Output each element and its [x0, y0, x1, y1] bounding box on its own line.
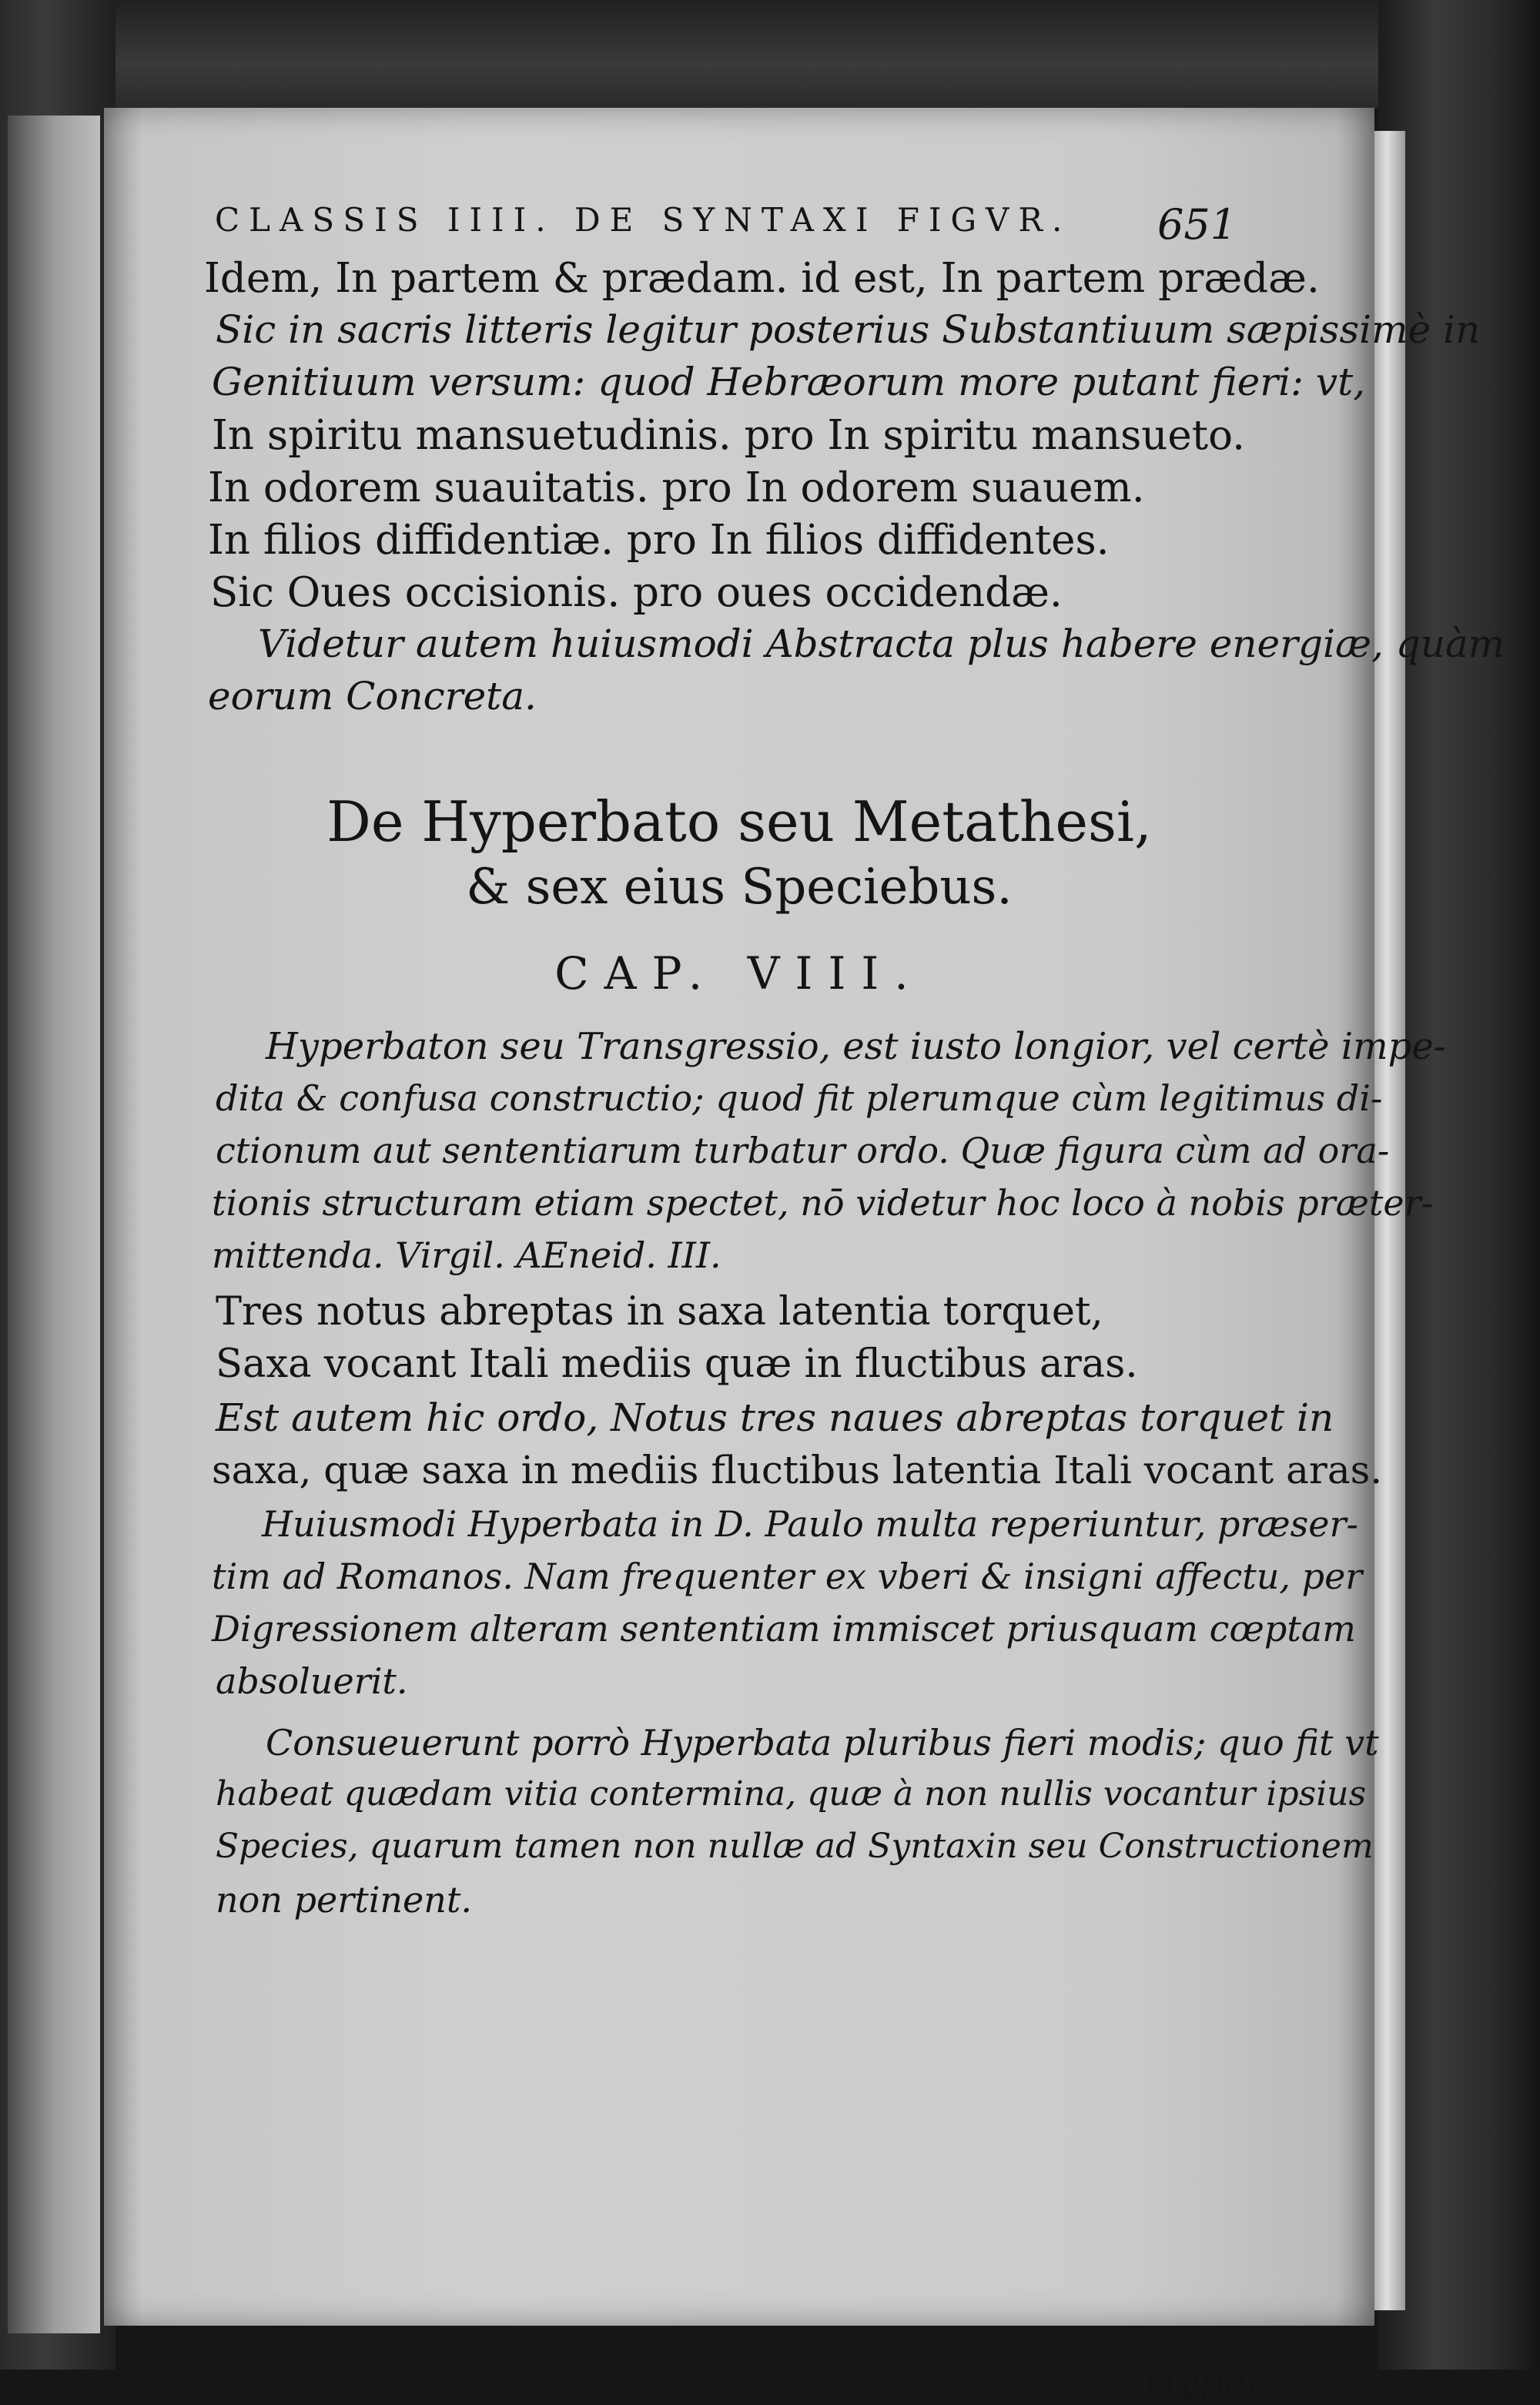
text-line: non pertinent. [216, 1879, 473, 1921]
text-line: mittenda. Virgil. AEneid. III. [212, 1234, 721, 1276]
book-page [104, 108, 1505, 2405]
text-line: ctionum aut sententiarum turbatur ordo. Quæ figura cùm ad ora- [216, 1130, 1390, 1171]
section-title: De Hyperbato seu Metathesi, [326, 789, 1152, 854]
text-line: Est autem hic ordo, Notus tres naues abreptas torquet in [216, 1395, 1334, 1440]
facing-page-edge [8, 116, 100, 2333]
folio-number: 651 [1157, 200, 1237, 249]
text-line: saxa, quæ saxa in mediis fluctibus latentia Itali vocant aras. [212, 1448, 1383, 1492]
text-line: Species, quarum tamen non nullæ ad Syntaxin seu Constructionem [216, 1827, 1374, 1866]
text-line: Consueuerunt porrò Hyperbata pluribus fieri modis; quo fit vt [266, 1722, 1379, 1764]
text-line: Sic in sacris litteris legitur posterius Substantiuum sæpissimè in [216, 307, 1481, 352]
verse-line: Tres notus abreptas in saxa latentia torquet, [216, 1289, 1103, 1335]
board-top [0, 0, 1540, 108]
catchword: Hyper- [1143, 2360, 1278, 2405]
verse-line: Saxa vocant Itali mediis quæ in fluctibus aras. [216, 1342, 1138, 1387]
text-line: In filios diffidentiæ. pro In filios diffidentes. [208, 517, 1110, 564]
section-subtitle: & sex eius Speciebus. [466, 859, 1013, 916]
text-line: Idem, In partem & prædam. id est, In partem prædæ. [204, 255, 1320, 302]
text-line: In odorem suauitatis. pro In odorem suauem. [208, 464, 1145, 511]
text-line: absoluerit. [216, 1660, 408, 1702]
text-line: Hyperbaton seu Transgressio, est iusto longior, vel certè impe- [266, 1025, 1446, 1068]
text-line: Huiusmodi Hyperbata in D. Paulo multa reperiuntur, præser- [262, 1503, 1359, 1545]
text-line: In spiritu mansuetudinis. pro In spiritu mansueto. [212, 412, 1245, 459]
chapter-number: CAP. VIII. [554, 947, 924, 1000]
text-line: Genitiuum versum: quod Hebræorum more putant fieri: vt, [212, 360, 1366, 404]
text-line: tim ad Romanos. Nam frequenter ex vberi & insigni affectu, per [212, 1556, 1363, 1597]
running-title: CLASSIS IIII. DE SYNTAXI FIGVR. [215, 201, 1072, 239]
text-line: eorum Concreta. [208, 674, 537, 718]
text-line: Digressionem alteram sententiam immiscet priusquam cœptam [212, 1608, 1356, 1650]
text-line: dita & confusa constructio; quod fit plerumque cùm legitimus di- [216, 1077, 1383, 1119]
text-line: tionis structuram etiam spectet, nō videtur hoc loco à nobis præter- [212, 1182, 1434, 1224]
text-line: Videtur autem huiusmodi Abstracta plus habere energiæ, quàm [258, 621, 1505, 666]
text-line: habeat quædam vitia contermina, quæ à non nullis vocantur ipsius [216, 1774, 1367, 1814]
text-line: Sic Oues occisionis. pro oues occidendæ. [210, 569, 1063, 616]
